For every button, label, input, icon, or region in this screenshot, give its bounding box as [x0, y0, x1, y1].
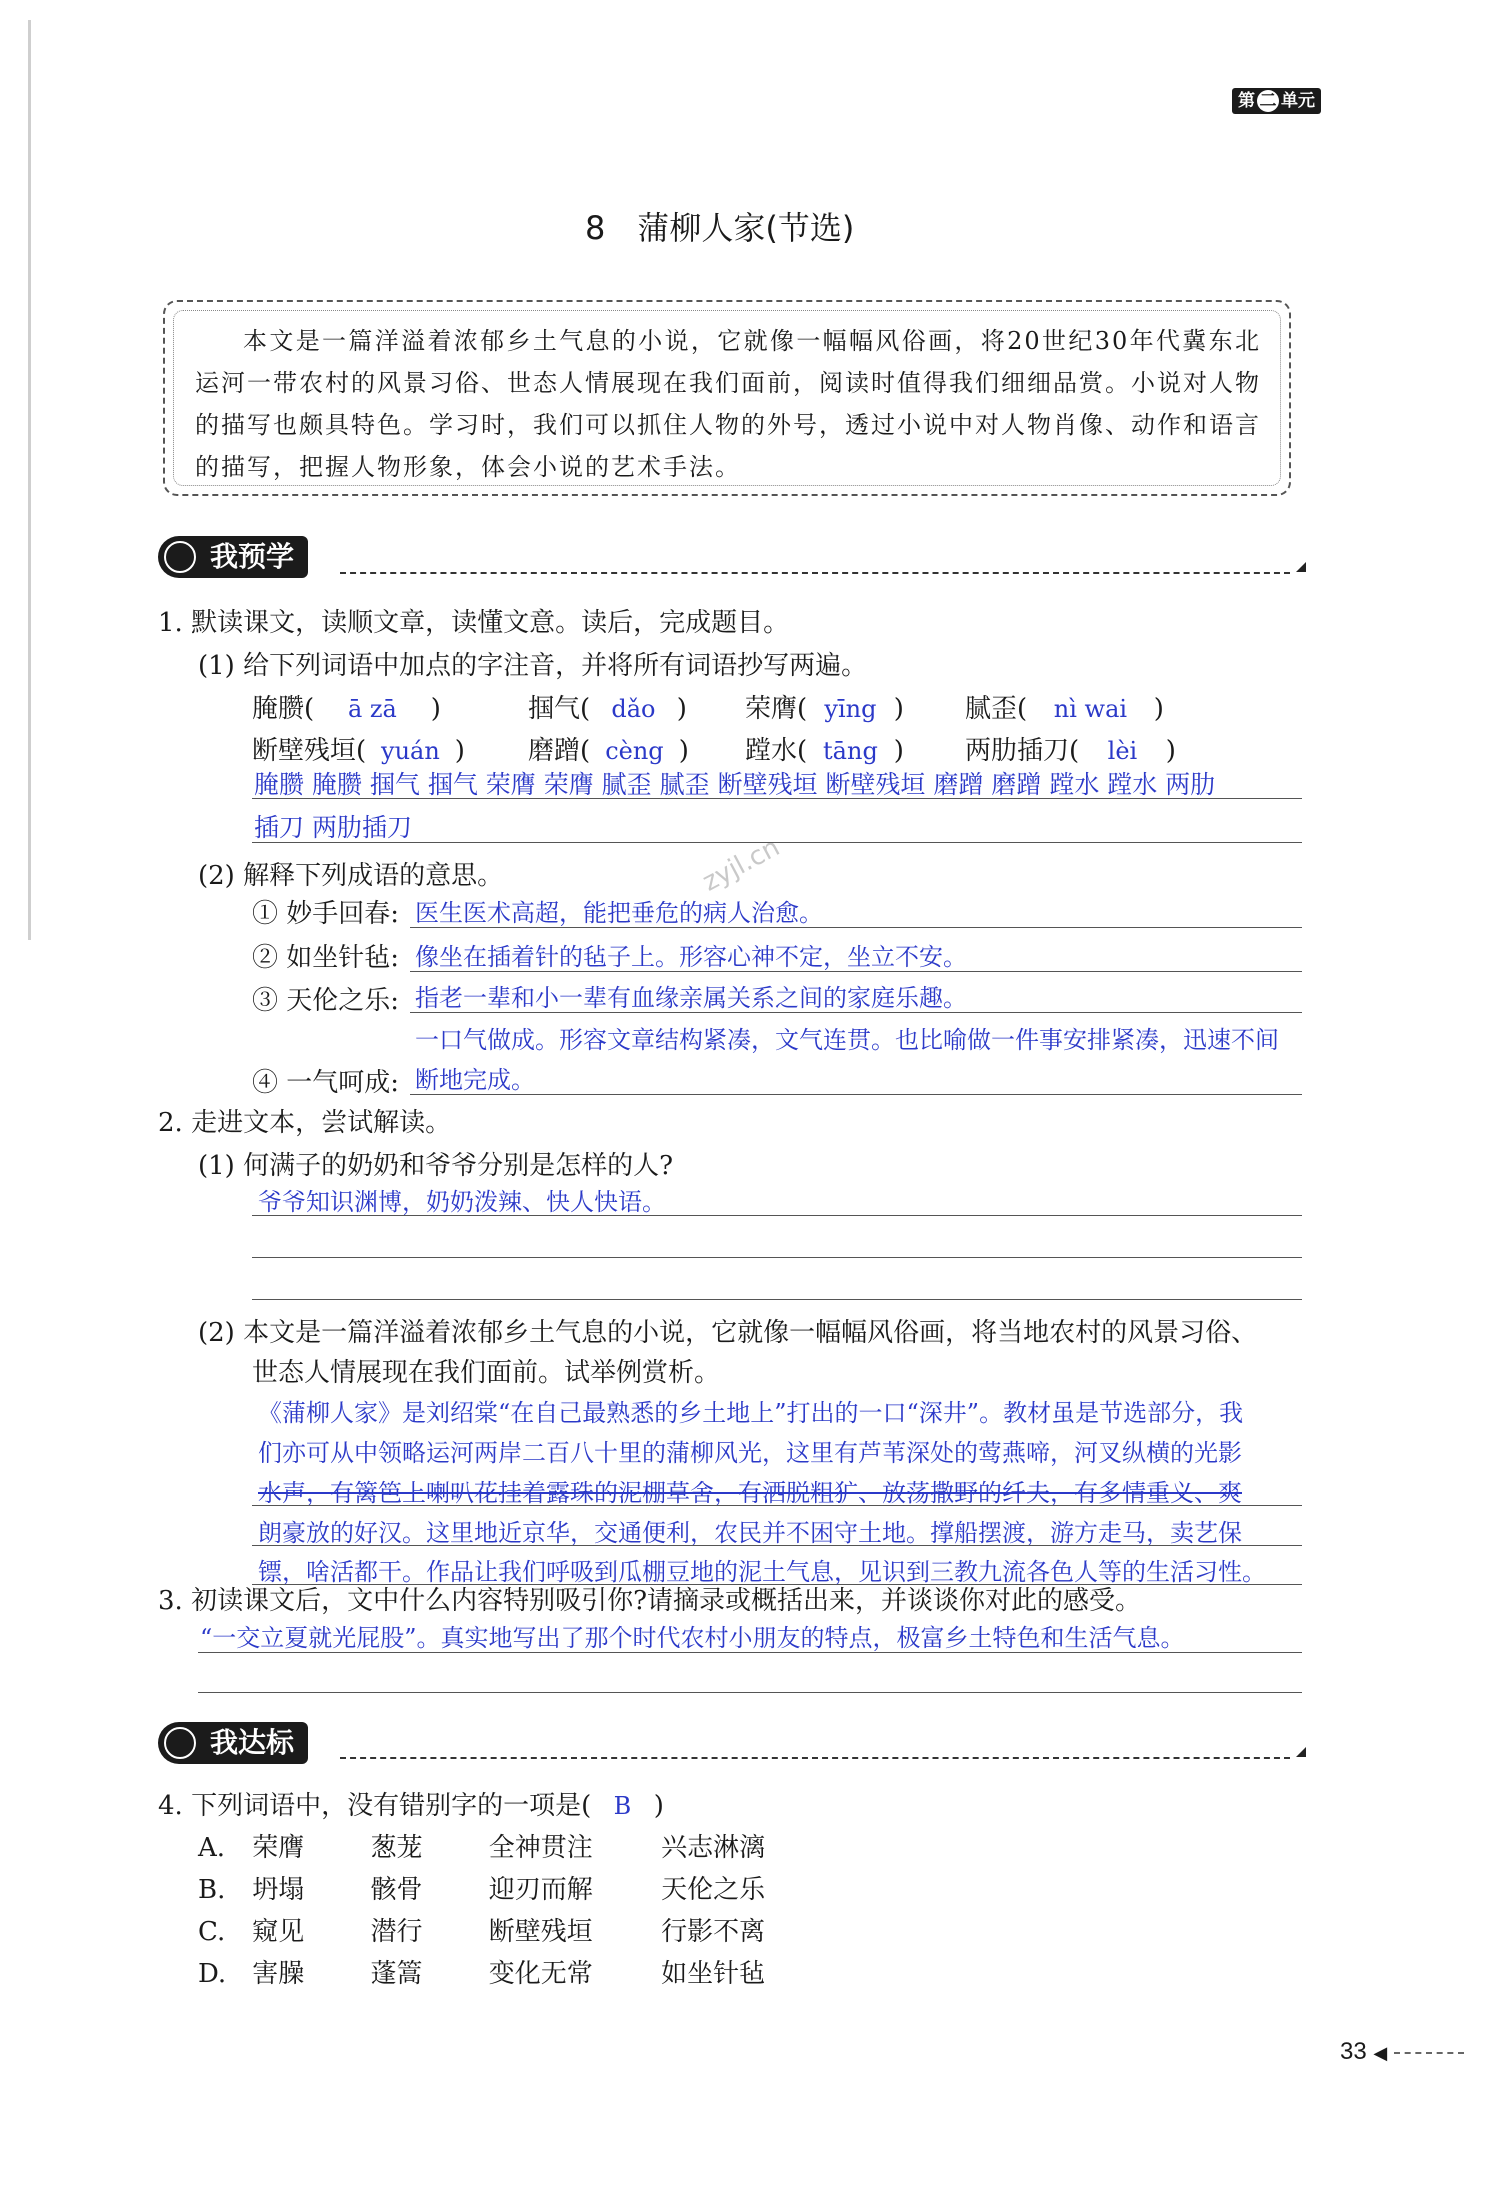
corner-marker-2 [1296, 1747, 1306, 1757]
page-number: 33 [1340, 2038, 1367, 2065]
answer-rule [252, 1505, 1302, 1506]
pinyin-answer: dǎo [611, 695, 656, 723]
word-close: ) [893, 694, 904, 724]
word-item [745, 730, 904, 767]
answer-rule [252, 798, 1302, 799]
q1-p1-stem: (1) 给下列词语中加点的字注音，并将所有词语抄写两遍。 [198, 651, 868, 681]
option-word: 迎刃而解 [488, 1875, 593, 1905]
unit-number: 二 [1257, 90, 1279, 112]
unit-badge [1232, 88, 1321, 114]
idiom-label: ④ 一气呵成: [252, 1068, 400, 1098]
page-number-dashes [1394, 2052, 1464, 2054]
option-word: 荣膺 [252, 1833, 305, 1863]
word-text: 蹚水( [745, 736, 808, 766]
idiom-answer: 医生医术高超，能把垂危的病人治愈。 [415, 899, 823, 927]
q2-p2-answer-line: 《蒲柳人家》是刘绍棠“在自己最熟悉的乡土地上”打出的一口“深井”。教材虽是节选部分，我 [258, 1399, 1244, 1427]
idiom-answer: 指老一辈和小一辈有血缘亲属关系之间的家庭乐趣。 [415, 984, 967, 1012]
unit-suffix: 单元 [1281, 91, 1315, 111]
word-item [252, 730, 465, 767]
idiom-label: ③ 天伦之乐: [252, 986, 400, 1016]
intro-text: 本文是一篇洋溢着浓郁乡土气息的小说，它就像一幅幅风俗画，将20世纪30年代冀东北运河一带农村的风景习俗、世态人情展现在我们面前，阅读时值得我们细细品赏。小说对人物的描写也颇具特色。学习时，我们可以抓住人物的外号，透过小说中对人物肖像、动作和语言的描写，把握人物形象，体会小说的艺术手法。 [195, 327, 1261, 481]
word-text: 荣膺( [745, 694, 808, 724]
copy-answer-line: 插刀 两肋插刀 [254, 813, 412, 842]
word-item [528, 688, 687, 725]
word-text: 腌臜( [252, 694, 315, 724]
pinyin-answer: tāng [823, 737, 878, 765]
q3-stem: 3. 初读课文后，文中什么内容特别吸引你?请摘录或概括出来，并谈谈你对此的感受。 [158, 1586, 1142, 1616]
option-word: 天伦之乐 [661, 1875, 766, 1905]
bicycle-icon [164, 1727, 196, 1759]
answer-rule [198, 1652, 1302, 1653]
word-text: 磨蹭( [528, 736, 591, 766]
idiom-label: ② 如坐针毡: [252, 943, 400, 973]
copy-answer-line: 腌臜 腌臜 掴气 掴气 荣膺 荣膺 腻歪 腻歪 断壁残垣 断壁残垣 磨蹭 磨蹭 蹚水 蹚水 两肋 [254, 770, 1216, 799]
idiom-answer-line1: 一口气做成。形容文章结构紧凑，文气连贯。也比喻做一件事安排紧凑，迅速不间 [415, 1026, 1279, 1054]
answer-rule [410, 1012, 1302, 1013]
q4-option-b [198, 1869, 765, 1906]
answer-rule [252, 1545, 1302, 1546]
q2-p1-answer: 爷爷知识渊博，奶奶泼辣、快人快语。 [258, 1188, 666, 1216]
option-word: 断壁残垣 [488, 1917, 593, 1947]
word-close: ) [678, 736, 689, 766]
pinyin-answer: nì wai [1053, 695, 1128, 723]
pinyin-answer: yuán [381, 737, 440, 765]
word-close: ) [430, 694, 441, 724]
q4-stem-text: 4. 下列词语中，没有错别字的一项是( [158, 1791, 592, 1821]
q2-p2-stem-line1: (2) 本文是一篇洋溢着浓郁乡土气息的小说，它就像一幅幅风俗画，将当地农村的风景习俗、 [198, 1318, 1258, 1348]
q4-answer: B [613, 1792, 632, 1820]
option-letter: A. [198, 1833, 226, 1863]
option-word: 坍塌 [252, 1875, 305, 1905]
unit-prefix: 第 [1238, 91, 1255, 111]
q2-p2-answer-line: 们亦可从中领略运河两岸二百八十里的蒲柳风光，这里有芦苇深处的莺燕啼，河叉纵横的光影 [258, 1439, 1242, 1467]
section-badge-assessment [158, 1722, 308, 1764]
section-label-assessment: 我达标 [210, 1726, 295, 1759]
idiom-answer: 像坐在插着针的毡子上。形容心神不定，坐立不安。 [415, 943, 967, 971]
option-letter: B. [198, 1875, 226, 1905]
option-word: 害臊 [252, 1959, 305, 1989]
word-item [745, 688, 904, 725]
word-close: ) [1165, 736, 1176, 766]
idiom-answer-line2: 断地完成。 [415, 1066, 535, 1094]
arrow-left-icon: ◀ [1373, 2043, 1388, 2063]
section-badge-preview [158, 536, 308, 578]
answer-rule [410, 1094, 1302, 1095]
word-close: ) [1153, 694, 1164, 724]
word-text: 两肋插刀( [965, 736, 1080, 766]
option-word: 窥见 [252, 1917, 305, 1947]
option-letter: C. [198, 1917, 226, 1947]
q1-stem: 1. 默读课文，读顺文章，读懂文意。读后，完成题目。 [158, 608, 790, 638]
answer-rule [198, 1692, 1302, 1693]
answer-rule [410, 927, 1302, 928]
option-word: 行影不离 [661, 1917, 766, 1947]
option-word: 如坐针毡 [661, 1959, 766, 1989]
answer-rule [410, 971, 1302, 972]
answer-rule [252, 1299, 1302, 1300]
option-word: 兴志淋漓 [661, 1833, 766, 1863]
option-word: 变化无常 [488, 1959, 593, 1989]
q2-p2-stem-line2: 世态人情展现在我们面前。试举例赏析。 [252, 1358, 721, 1388]
option-word: 葱茏 [370, 1833, 423, 1863]
pinyin-answer: cèng [605, 737, 664, 765]
q3-answer: “一交立夏就光屁股”。真实地写出了那个时代农村小朋友的特点，极富乡土特色和生活气息。 [200, 1624, 1185, 1652]
pinyin-answer: lèi [1107, 737, 1138, 765]
q2-stem: 2. 走进文本，尝试解读。 [158, 1108, 452, 1138]
option-word: 蓬篙 [370, 1959, 423, 1989]
word-text: 断壁残垣( [252, 736, 367, 766]
answer-rule [252, 1215, 1302, 1216]
word-text: 腻歪( [965, 694, 1028, 724]
pinyin-answer: ā zā [347, 695, 397, 723]
q2-p2-answer-line: 镖，啥活都干。作品让我们呼吸到瓜棚豆地的泥土气息，见识到三教九流各色人等的生活习性。 [258, 1558, 1266, 1586]
word-item [965, 688, 1164, 725]
intro-box [163, 300, 1291, 496]
binding-edge [28, 20, 31, 940]
watermark: zyjl.cn [697, 832, 785, 898]
section-divider-2 [340, 1757, 1290, 1759]
corner-marker-1 [1296, 562, 1306, 572]
option-word: 骸骨 [370, 1875, 423, 1905]
answer-rule [252, 1257, 1302, 1258]
page-title: 8 蒲柳人家(节选) [585, 209, 855, 247]
section-divider-1 [340, 572, 1290, 574]
q1-p2-stem: (2) 解释下列成语的意思。 [198, 861, 504, 891]
q2-p1-stem: (1) 何满子的奶奶和爷爷分别是怎样的人? [198, 1151, 674, 1181]
word-item [528, 730, 689, 767]
q2-p2-answer-line: 朗豪放的好汉。这里地近京华，交通便利，农民并不困守土地。撑船摆渡，游方走马，卖艺保 [258, 1519, 1242, 1547]
word-close: ) [676, 694, 687, 724]
q4-stem-close: ) [653, 1791, 664, 1821]
word-close: ) [893, 736, 904, 766]
q4-option-a [198, 1827, 765, 1864]
option-word: 全神贯注 [488, 1833, 593, 1863]
word-item [252, 688, 441, 725]
page-number-block [1340, 2038, 1464, 2066]
word-item [965, 730, 1176, 767]
option-word: 潜行 [370, 1917, 423, 1947]
answer-rule [252, 842, 1302, 843]
q4-stem [158, 1785, 664, 1822]
word-close: ) [454, 736, 465, 766]
q2-p2-answer-line: 水声，有篱笆上喇叭花挂着露珠的泥棚草舍，有洒脱粗犷、放荡撒野的纤夫，有多情重义、爽 [258, 1479, 1242, 1507]
idiom-label: ① 妙手回春: [252, 899, 400, 929]
pinyin-answer: yīng [824, 695, 877, 723]
word-text: 掴气( [528, 694, 591, 724]
option-letter: D. [198, 1959, 227, 1989]
clock-icon [164, 541, 196, 573]
q4-option-d [198, 1953, 765, 1990]
section-label-preview: 我预学 [210, 540, 295, 573]
q4-option-c [198, 1911, 765, 1948]
